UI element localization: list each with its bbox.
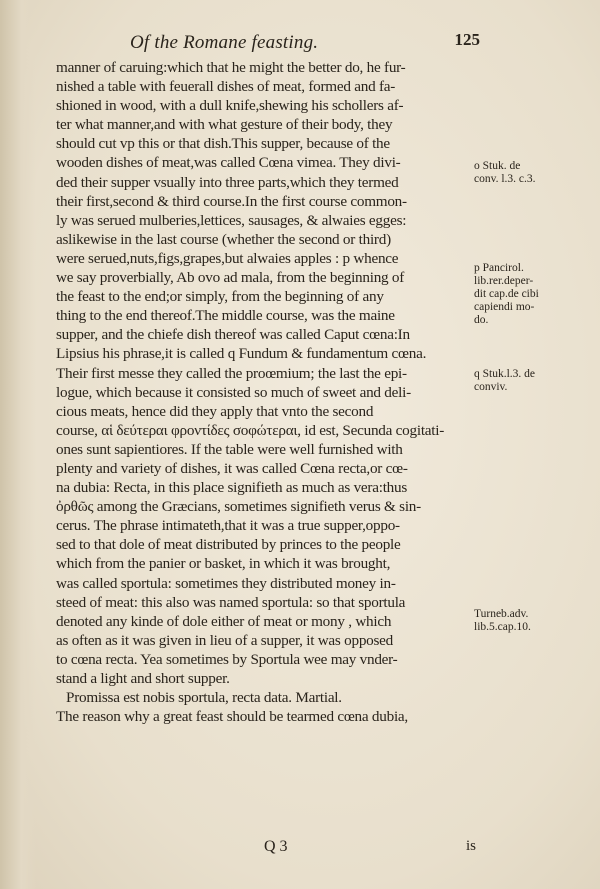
page-number: 125 [454,30,480,49]
text-line: Lipsius his phrase,it is called q Fundum & fundamentum cœna. [56,345,427,363]
margin-note-line: o Stuk. de [474,160,521,172]
text-line: the feast to the end;or simply, from the beginning of any [56,288,384,306]
signature-mark: Q 3 [264,838,288,855]
margin-note-o [474,160,594,186]
margin-note-line: conviv. [474,381,508,393]
text-line: steed of meat: this also was named sportula: so that sportula [56,593,406,611]
text-line: to cœna recta. Yea sometimes by Sportula wee may vnder- [56,650,398,668]
text-line: aslikewise in the last course (whether the second or third) [56,230,391,248]
margin-note-line: capiendi mo- [474,301,535,313]
text-line: supper, and the chiefe dish thereof was called Caput cœna:In [56,326,410,344]
text-line: sed to that dole of meat distributed by princes to the people [56,536,401,554]
page-gutter [0,0,36,889]
text-line: stand a light and short supper. [56,670,230,687]
text-line: wooden dishes of meat,was called Cœna vimea. They divi- [56,154,401,172]
margin-note-q [474,368,594,394]
text-line: nished a table with feuerall dishes of meat, formed and fa- [56,78,396,96]
page-footer [56,838,476,858]
text-line: we say proverbially, Ab ovo ad mala, from the beginning of [56,269,405,287]
margin-note-line: p Pancirol. [474,262,524,274]
margin-note-line: Turneb.adv. [474,608,529,620]
margin-note-p [474,262,594,327]
text-line: The reason why a great feast should be tearmed cœna dubia, [56,708,408,726]
text-line: thing to the end thereof.The middle course, was the maine [56,307,395,325]
text-line: was called sportula: sometimes they distributed money in- [56,574,396,592]
page-header [120,28,480,54]
catchword: is [465,838,476,854]
margin-note-turnebus [474,608,594,634]
text-line: logue, which because it consisted so much of sweet and deli- [56,383,411,401]
margin-note-line: dit cap.de cibi [474,288,539,300]
text-line: ὀρθῶς among the Græcians, sometimes signifieth verus & sin- [56,498,421,516]
margin-note-line: do. [474,314,489,326]
text-line: ter what manner,and with what gesture of their body, they [56,116,393,134]
body-text [56,58,468,726]
text-line: Their first messe they called the proœmium; the last the epi- [56,364,407,382]
text-line: shioned in wood, with a dull knife,shewing his schollers af- [56,97,404,115]
text-line: should cut vp this or that dish.This supper, because of the [56,135,390,153]
text-line: Promissa est nobis sportula, recta data. Martial. [66,689,342,707]
text-line: cious meats, hence did they apply that vnto the second [56,402,374,420]
text-line: as often as it was given in lieu of a supper, it was opposed [56,631,394,649]
text-line: course, αἱ δεύτεραι φροντίδες σοφώτεραι, id est, Secunda cogitati- [56,421,445,439]
text-line: their first,second & third course.In the first course common- [56,192,407,210]
text-line: ones sunt sapientiores. If the table were well furnished with [56,440,403,458]
margin-note-line: q Stuk.l.3. de [474,368,536,380]
text-line: which from the panier or basket, in which it was brought, [56,555,391,573]
margin-note-line: conv. l.3. c.3. [474,173,536,185]
text-line: cerus. The phrase intimateth,that it was a true supper,oppo- [56,517,400,535]
margin-note-line: lib.rer.deper- [474,275,534,287]
text-line: denoted any kinde of dole either of meat or mony , which [56,612,392,630]
text-line: ded their supper vsually into three parts,which they termed [56,173,399,191]
running-title: Of the Romane feasting. [130,32,319,53]
text-line: manner of caruing:which that he might the better do, he fur- [56,59,406,76]
margin-note-line: lib.5.cap.10. [474,621,531,633]
text-line: ly was serued mulberies,lettices, sausages, & alwaies egges: [56,211,407,229]
text-line: were serued,nuts,figs,grapes,but alwaies apples : p whence [56,249,399,267]
text-line: na dubia: Recta, in this place signifieth as much as vera:thus [56,479,408,497]
text-line: plenty and variety of dishes, it was called Cœna recta,or cœ- [56,459,408,477]
